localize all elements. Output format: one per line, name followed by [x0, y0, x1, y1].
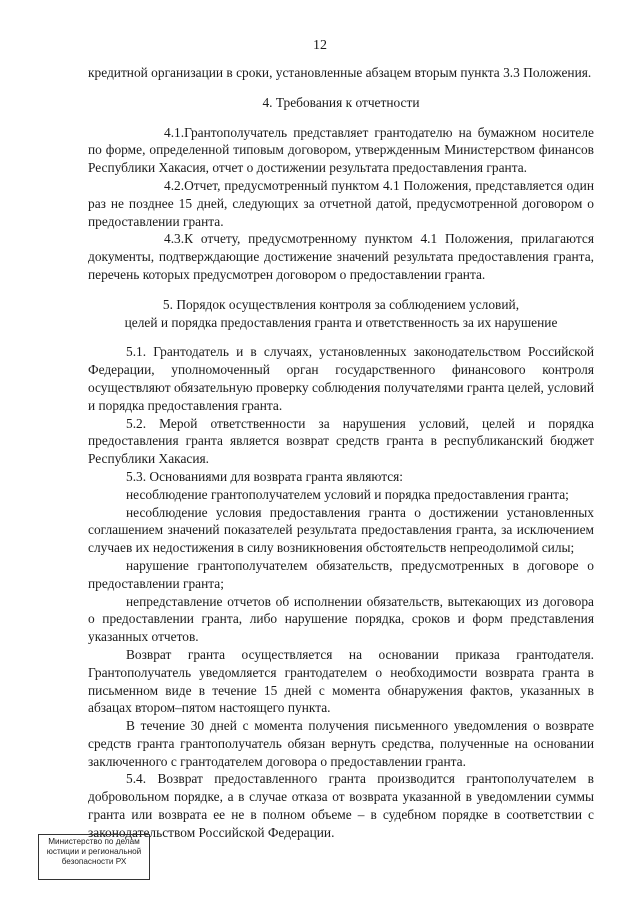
paragraph-5-3-b: несоблюдение условия предоставления гранта о достижении установленных соглашением значений показателей результата предоставления гранта, за исключением случаев их недостижения в силу возникновения обстоятельств непреодолимой силы; [88, 504, 594, 556]
continuation-paragraph: кредитной организации в сроки, установленные абзацем вторым пункта 3.3 Положения. [88, 65, 592, 80]
section-5-heading [88, 296, 594, 332]
paragraph-5-3-d: непредставление отчетов об исполнении обязательств, вытекающих из договора о предоставлении гранта, либо нарушение порядка, сроков и форм представления указанных отчетов. [88, 593, 594, 645]
item-text: Отчет, предусмотренный пунктом 4.1 Положения, представляется один раз не позднее 15 дней, следующих за отчетной датой, предусмотренной договором о предоставлении гранта. [88, 177, 594, 229]
paragraph-5-2: 5.2. Мерой ответственности за нарушения условий, целей и порядка предоставления гранта является возврат средств гранта в республиканский бюджет Республики Хакасия. [88, 415, 594, 467]
item-text: Грантополучатель представляет грантодателю на бумажном носителе по форме, определенной типовым договором, утвержденным Министерством финансов Республики Хакасия, отчет о достижении результата предоставления гранта. [88, 124, 594, 176]
paragraph-5-3: 5.3. Основаниями для возврата гранта являются: [126, 468, 404, 484]
section-5-heading-line-1: 5. Порядок осуществления контроля за соблюдением условий, [162, 296, 520, 312]
stamp-line-1: Министерство по делам [48, 837, 140, 846]
item-number: 4.1. [164, 124, 185, 140]
paragraph-5-3-deadline: В течение 30 дней с момента получения письменного уведомления о возврате средств гранта грантополучатель обязан вернуть средства, полученные на основании заключенного с грантодателем договора о предоставлении гранта. [88, 718, 594, 769]
paragraph-5-3-return: Возврат гранта осуществляется на основании приказа грантодателя. Грантополучатель уведомляется грантодателем о необходимости возврата гранта в письменном виде в течение 15 дней с момента обнаружения фактов, указанных в абзацах втором–пятом настоящего пункта. [88, 646, 594, 716]
page-number: 12 [313, 38, 327, 53]
paragraph-5-3-c: нарушение грантополучателем обязательств, предусмотренных в договоре о предоставлении гранта; [88, 557, 594, 591]
section-4-heading: 4. Требования к отчетности [262, 94, 420, 110]
paragraph-5-3-a: несоблюдение грантополучателем условий и порядка предоставления гранта; [126, 486, 569, 502]
document-body [88, 64, 594, 842]
stamp-line-2: юстиции и региональной [46, 846, 142, 856]
item-number: 4.3. [164, 231, 185, 247]
paragraph-5-4: 5.4. Возврат предоставленного гранта производится грантополучателем в добровольном порядке, а в случае отказа от возврата указанной в уведомлении суммы гранта или возврата ее не в полном объеме – в судебном порядке в соответствии с законодательством Российской Федерации. [88, 771, 594, 840]
item-text: К отчету, предусмотренному пунктом 4.1 Положения, прилагаются документы, подтверждающие достижение значений результата предоставления гранта, перечень которых предусмотрен договором о предоставлении гранта. [88, 231, 594, 282]
paragraph-5-1: 5.1. Грантодатель и в случаях, установленных законодательством Российской Федерации, уполномоченный орган государственного финансового контроля осуществляют обязательную проверку соблюдения получателями гранта целей, условий и порядка предоставления гранта. [88, 344, 594, 413]
ministry-stamp [38, 834, 150, 880]
paragraph-4-2 [88, 177, 594, 230]
item-number: 4.2. [164, 177, 185, 193]
paragraph-4-1 [88, 124, 594, 177]
paragraph-4-3 [88, 230, 594, 283]
stamp-line-3: безопасности РХ [61, 856, 127, 866]
section-5-heading-line-2: целей и порядка предоставления гранта и ответственность за их нарушение [124, 314, 558, 330]
